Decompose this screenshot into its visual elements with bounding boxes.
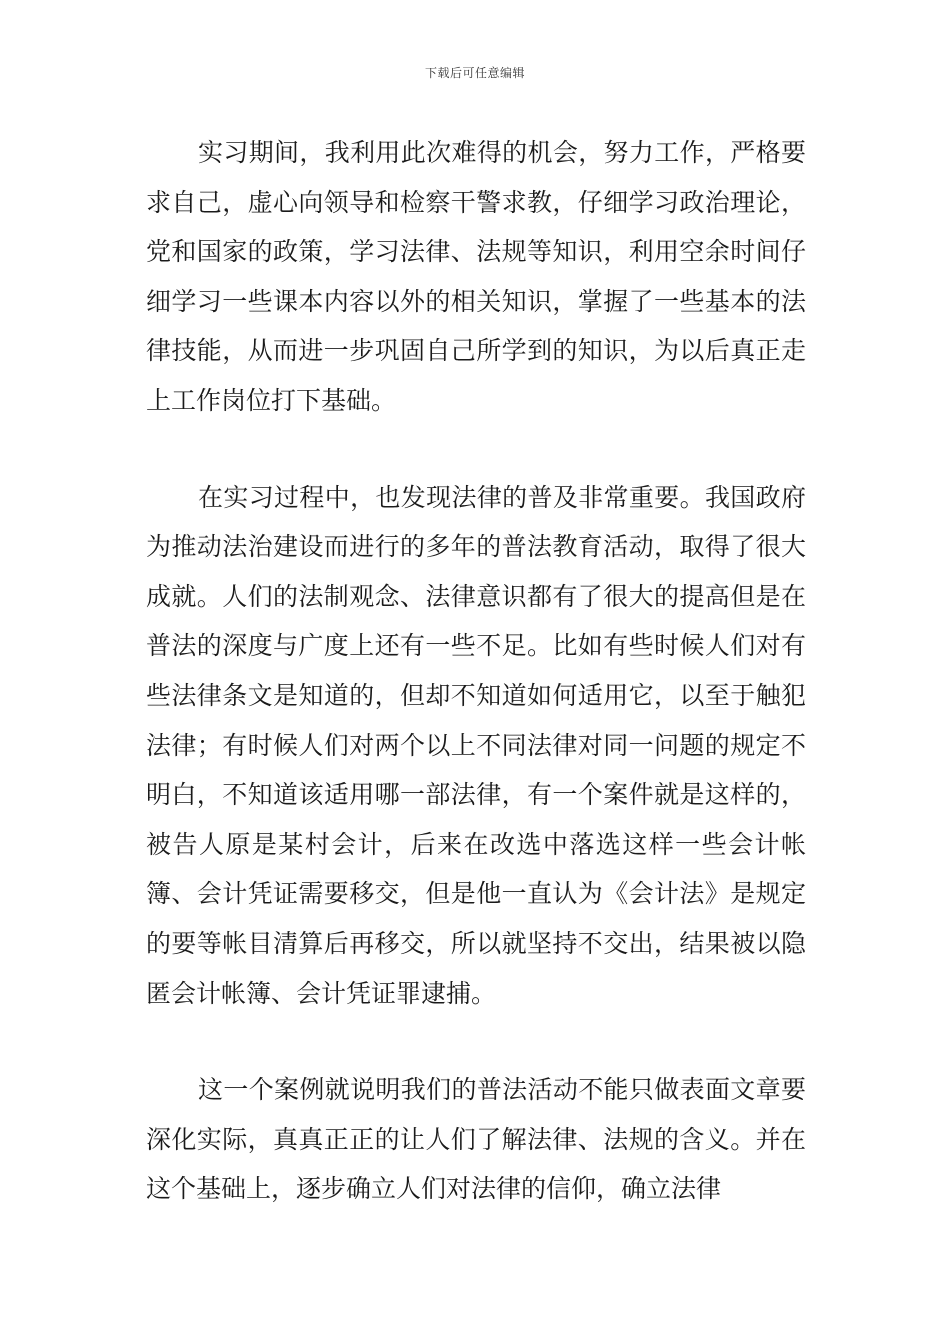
page-header: 下载后可任意编辑 [424,66,525,80]
paragraph-1: 实习期间，我利用此次难得的机会，努力工作，严格要求自己，虚心向领导和检察干警求教，仔细学习政治理论，党和国家的政策，学习法律、法规等知识，利用空余时间仔细学习一些课本内容以外的相关知识，掌握了一些基本的法律技能，从而进一步巩固自己所学到的知识，为以后真正走上工作岗位打下基础。 [146,138,806,415]
paragraph-3: 这一个案例就说明我们的普法活动不能只做表面文章要深化实际，真真正正的让人们了解法律、法规的含义。并在这个基础上，逐步确立人们对法律的信仰，确立法律 [146,1075,806,1204]
document-body [146,128,806,1214]
paragraph-2: 在实习过程中，也发现法律的普及非常重要。我国政府为推动法治建设而进行的多年的普法教育活动，取得了很大成就。人们的法制观念、法律意识都有了很大的提高但是在普法的深度与广度上还有一些不足。比如有些时候人们对有些法律条文是知道的，但却不知道如何适用它，以至于触犯法律；有时候人们对两个以上不同法律对同一问题的规定不明白，不知道该适用哪一部法律，有一个案件就是这样的，被告人原是某村会计，后来在改选中落选这样一些会计帐簿、会计凭证需要移交，但是他一直认为《会计法》是规定的要等帐目清算后再移交，所以就坚持不交出，结果被以隐匿会计帐簿、会计凭证罪逮捕。 [146,482,806,1008]
